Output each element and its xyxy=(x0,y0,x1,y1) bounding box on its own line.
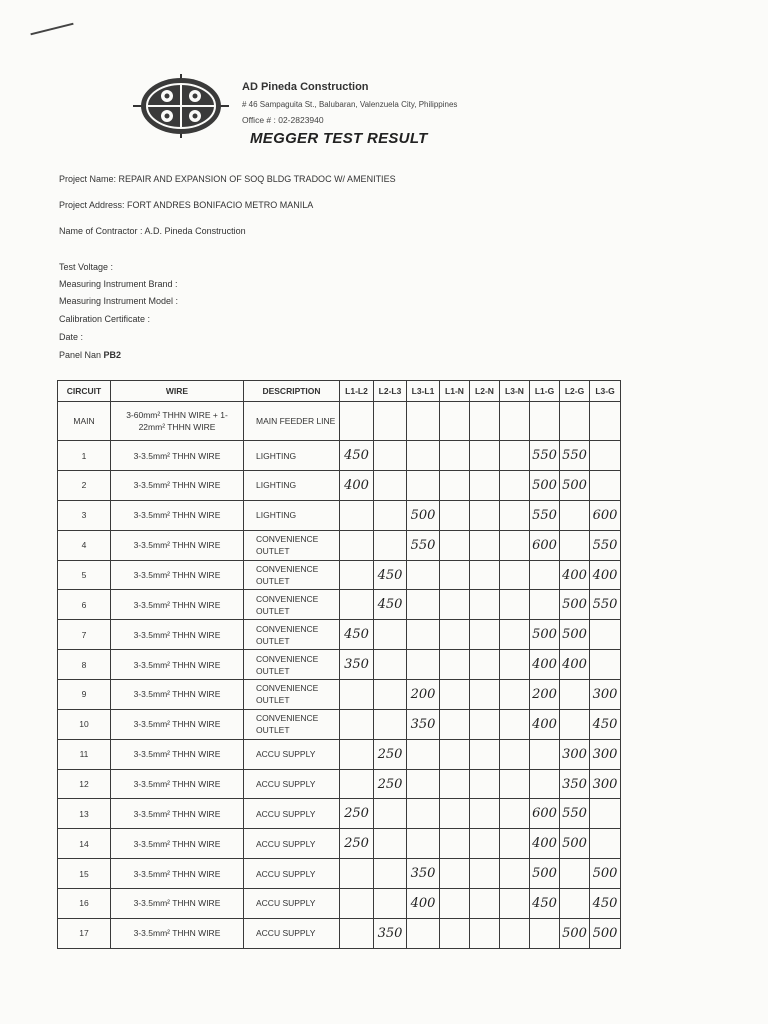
reading-cell xyxy=(500,650,530,680)
reading-cell: 450 xyxy=(374,560,407,590)
reading-cell xyxy=(340,769,374,799)
reading-cell: 450 xyxy=(340,620,374,650)
instrument-brand-field: Measuring Instrument Brand : xyxy=(59,279,178,289)
circuit-cell: 6 xyxy=(58,590,111,620)
reading-cell xyxy=(470,889,500,919)
pen-mark xyxy=(30,23,73,36)
reading-cell xyxy=(470,500,500,530)
reading-cell xyxy=(470,709,500,739)
reading-cell xyxy=(374,441,407,471)
reading-cell xyxy=(374,680,407,710)
description-cell: ACCU SUPPLY xyxy=(244,769,340,799)
reading-cell xyxy=(440,680,470,710)
reading-cell xyxy=(340,709,374,739)
reading-cell: 450 xyxy=(340,441,374,471)
reading-cell xyxy=(470,769,500,799)
reading-cell: 500 xyxy=(590,859,621,889)
reading-cell xyxy=(590,650,621,680)
reading-cell xyxy=(374,471,407,501)
reading-cell xyxy=(500,530,530,560)
reading-cell: 500 xyxy=(560,620,590,650)
reading-cell: 200 xyxy=(530,680,560,710)
reading-cell xyxy=(407,739,440,769)
reading-cell xyxy=(500,739,530,769)
reading-cell xyxy=(470,829,500,859)
reading-cell xyxy=(440,739,470,769)
table-row xyxy=(58,859,621,889)
table-row xyxy=(58,650,621,680)
reading-cell xyxy=(500,709,530,739)
reading-cell: 500 xyxy=(560,590,590,620)
reading-cell xyxy=(407,560,440,590)
reading-cell xyxy=(340,530,374,560)
reading-cell: 450 xyxy=(590,889,621,919)
description-cell: ACCU SUPPLY xyxy=(244,918,340,948)
table-row xyxy=(58,680,621,710)
reading-cell xyxy=(340,402,374,441)
reading-cell: 550 xyxy=(590,530,621,560)
date-field: Date : xyxy=(59,332,84,342)
reading-cell xyxy=(470,441,500,471)
description-cell: MAIN FEEDER LINE xyxy=(244,402,340,441)
company-logo xyxy=(133,74,229,138)
wire-cell: 3-3.5mm² THHN WIRE xyxy=(111,471,244,501)
reading-cell xyxy=(470,859,500,889)
circuit-cell: 14 xyxy=(58,829,111,859)
description-cell: ACCU SUPPLY xyxy=(244,799,340,829)
description-cell: ACCU SUPPLY xyxy=(244,829,340,859)
wire-cell: 3-3.5mm² THHN WIRE xyxy=(111,799,244,829)
reading-cell xyxy=(560,859,590,889)
panel-value: PB2 xyxy=(103,350,122,360)
reading-cell xyxy=(500,889,530,919)
reading-cell xyxy=(500,859,530,889)
reading-cell xyxy=(560,402,590,441)
reading-cell: 500 xyxy=(407,500,440,530)
reading-cell xyxy=(440,530,470,560)
reading-cell: 500 xyxy=(590,918,621,948)
reading-cell xyxy=(470,650,500,680)
reading-cell: 250 xyxy=(340,829,374,859)
reading-cell xyxy=(470,560,500,590)
reading-cell: 300 xyxy=(590,769,621,799)
company-name: AD Pineda Construction xyxy=(242,81,369,93)
description-cell: LIGHTING xyxy=(244,500,340,530)
circuit-cell: 3 xyxy=(58,500,111,530)
reading-cell xyxy=(530,560,560,590)
reading-cell: 350 xyxy=(407,859,440,889)
reading-cell xyxy=(530,739,560,769)
reading-cell xyxy=(440,402,470,441)
table-row xyxy=(58,739,621,769)
circuit-cell: 13 xyxy=(58,799,111,829)
document-title: MEGGER TEST RESULT xyxy=(250,130,428,147)
reading-cell xyxy=(470,590,500,620)
company-address: # 46 Sampaguita St., Balubaran, Valenzuela City, Philippines xyxy=(242,100,458,109)
reading-cell xyxy=(500,500,530,530)
wire-cell: 3-3.5mm² THHN WIRE xyxy=(111,500,244,530)
column-header: WIRE xyxy=(111,381,244,402)
reading-cell: 600 xyxy=(530,799,560,829)
description-cell: ACCU SUPPLY xyxy=(244,889,340,919)
panel-field xyxy=(59,350,121,360)
reading-cell xyxy=(340,889,374,919)
reading-cell xyxy=(590,799,621,829)
reading-cell xyxy=(470,918,500,948)
reading-cell xyxy=(470,739,500,769)
reading-cell xyxy=(500,471,530,501)
table-row xyxy=(58,889,621,919)
reading-cell xyxy=(440,889,470,919)
circuit-cell: 15 xyxy=(58,859,111,889)
wire-cell: 3-3.5mm² THHN WIRE xyxy=(111,530,244,560)
description-cell: CONVENIENCE OUTLET xyxy=(244,590,340,620)
reading-cell: 450 xyxy=(590,709,621,739)
reading-cell xyxy=(374,402,407,441)
reading-cell: 250 xyxy=(374,739,407,769)
circuit-cell: 12 xyxy=(58,769,111,799)
wire-cell: 3-3.5mm² THHN WIRE xyxy=(111,918,244,948)
reading-cell xyxy=(560,500,590,530)
column-header: DESCRIPTION xyxy=(244,381,340,402)
reading-cell: 550 xyxy=(530,500,560,530)
panel-label: Panel Nan xyxy=(59,350,102,360)
reading-cell xyxy=(407,402,440,441)
reading-cell xyxy=(407,829,440,859)
column-header: L1-L2 xyxy=(340,381,374,402)
table-row xyxy=(58,441,621,471)
table-row xyxy=(58,471,621,501)
reading-cell xyxy=(440,441,470,471)
reading-cell: 600 xyxy=(530,530,560,560)
column-header: L1-G xyxy=(530,381,560,402)
reading-cell xyxy=(440,709,470,739)
reading-cell xyxy=(590,402,621,441)
reading-cell xyxy=(500,769,530,799)
reading-cell xyxy=(374,620,407,650)
reading-cell xyxy=(470,620,500,650)
reading-cell: 600 xyxy=(590,500,621,530)
reading-cell xyxy=(440,500,470,530)
column-header: L2-L3 xyxy=(374,381,407,402)
reading-cell xyxy=(407,471,440,501)
reading-cell xyxy=(560,530,590,560)
reading-cell xyxy=(440,471,470,501)
reading-cell xyxy=(407,799,440,829)
reading-cell: 550 xyxy=(590,590,621,620)
reading-cell: 250 xyxy=(340,799,374,829)
circuit-cell: 2 xyxy=(58,471,111,501)
column-header: L2-N xyxy=(470,381,500,402)
reading-cell: 500 xyxy=(560,471,590,501)
reading-cell: 350 xyxy=(340,650,374,680)
circuit-cell: 5 xyxy=(58,560,111,590)
reading-cell: 500 xyxy=(530,859,560,889)
reading-cell: 200 xyxy=(407,680,440,710)
table-row xyxy=(58,918,621,948)
wire-cell: 3-3.5mm² THHN WIRE xyxy=(111,889,244,919)
reading-cell xyxy=(500,829,530,859)
reading-cell xyxy=(340,739,374,769)
reading-cell xyxy=(374,709,407,739)
reading-cell xyxy=(440,620,470,650)
reading-cell xyxy=(560,889,590,919)
table-header-row xyxy=(58,381,621,402)
circuit-cell: 16 xyxy=(58,889,111,919)
description-cell: CONVENIENCE OUTLET xyxy=(244,620,340,650)
reading-cell xyxy=(500,590,530,620)
project-address: Project Address: FORT ANDRES BONIFACIO METRO MANILA xyxy=(59,200,314,210)
circuit-cell: 10 xyxy=(58,709,111,739)
reading-cell xyxy=(530,590,560,620)
reading-cell xyxy=(470,530,500,560)
column-header: CIRCUIT xyxy=(58,381,111,402)
reading-cell xyxy=(440,799,470,829)
reading-cell xyxy=(340,590,374,620)
reading-cell: 400 xyxy=(590,560,621,590)
table-row xyxy=(58,590,621,620)
wire-cell: 3-3.5mm² THHN WIRE xyxy=(111,829,244,859)
reading-cell xyxy=(374,829,407,859)
reading-cell xyxy=(440,650,470,680)
calibration-field: Calibration Certificate : xyxy=(59,314,151,324)
reading-cell: 350 xyxy=(407,709,440,739)
reading-cell: 400 xyxy=(530,709,560,739)
column-header: L2-G xyxy=(560,381,590,402)
reading-cell: 550 xyxy=(530,441,560,471)
reading-cell xyxy=(407,590,440,620)
reading-cell xyxy=(470,471,500,501)
reading-cell xyxy=(530,918,560,948)
reading-cell xyxy=(374,799,407,829)
column-header: L3-N xyxy=(500,381,530,402)
reading-cell xyxy=(470,799,500,829)
reading-cell xyxy=(374,650,407,680)
reading-cell xyxy=(440,859,470,889)
circuit-cell: 1 xyxy=(58,441,111,471)
reading-cell: 400 xyxy=(530,650,560,680)
wire-cell: 3-3.5mm² THHN WIRE xyxy=(111,620,244,650)
reading-cell xyxy=(440,829,470,859)
reading-cell xyxy=(440,560,470,590)
reading-cell xyxy=(470,680,500,710)
table-row xyxy=(58,402,621,441)
reading-cell xyxy=(500,620,530,650)
reading-cell xyxy=(340,918,374,948)
reading-cell xyxy=(530,402,560,441)
reading-cell xyxy=(590,620,621,650)
table-row xyxy=(58,620,621,650)
reading-cell: 350 xyxy=(374,918,407,948)
reading-cell: 300 xyxy=(590,680,621,710)
reading-cell xyxy=(340,500,374,530)
table-row xyxy=(58,530,621,560)
reading-cell xyxy=(374,859,407,889)
reading-cell xyxy=(374,889,407,919)
reading-cell xyxy=(340,560,374,590)
reading-cell: 400 xyxy=(340,471,374,501)
reading-cell xyxy=(500,560,530,590)
wire-cell: 3-3.5mm² THHN WIRE xyxy=(111,441,244,471)
circuit-cell: MAIN xyxy=(58,402,111,441)
circuit-cell: 17 xyxy=(58,918,111,948)
description-cell: CONVENIENCE OUTLET xyxy=(244,709,340,739)
wire-cell: 3-3.5mm² THHN WIRE xyxy=(111,859,244,889)
reading-cell: 300 xyxy=(590,739,621,769)
wire-cell: 3-3.5mm² THHN WIRE xyxy=(111,769,244,799)
description-cell: CONVENIENCE OUTLET xyxy=(244,530,340,560)
reading-cell: 450 xyxy=(530,889,560,919)
reading-cell xyxy=(560,709,590,739)
reading-cell xyxy=(590,829,621,859)
office-number: Office # : 02-2823940 xyxy=(242,115,324,125)
contractor-name: Name of Contractor : A.D. Pineda Construction xyxy=(59,226,246,236)
reading-cell xyxy=(530,769,560,799)
reading-cell: 500 xyxy=(530,620,560,650)
reading-cell xyxy=(470,402,500,441)
column-header: L3-L1 xyxy=(407,381,440,402)
wire-cell: 3-3.5mm² THHN WIRE xyxy=(111,680,244,710)
reading-cell xyxy=(340,859,374,889)
table-row xyxy=(58,769,621,799)
description-cell: CONVENIENCE OUTLET xyxy=(244,560,340,590)
table-row xyxy=(58,560,621,590)
reading-cell xyxy=(590,471,621,501)
test-voltage-field: Test Voltage : xyxy=(59,262,114,272)
reading-cell xyxy=(340,680,374,710)
description-cell: CONVENIENCE OUTLET xyxy=(244,650,340,680)
reading-cell xyxy=(440,918,470,948)
reading-cell xyxy=(500,402,530,441)
reading-cell xyxy=(407,650,440,680)
table-row xyxy=(58,799,621,829)
instrument-model-field: Measuring Instrument Model : xyxy=(59,296,179,306)
reading-cell: 500 xyxy=(530,471,560,501)
reading-cell: 400 xyxy=(560,560,590,590)
reading-cell xyxy=(590,441,621,471)
reading-cell xyxy=(407,441,440,471)
column-header: L3-G xyxy=(590,381,621,402)
reading-cell: 400 xyxy=(560,650,590,680)
circuit-cell: 4 xyxy=(58,530,111,560)
reading-cell xyxy=(500,799,530,829)
description-cell: CONVENIENCE OUTLET xyxy=(244,680,340,710)
reading-cell xyxy=(407,918,440,948)
project-name: Project Name: REPAIR AND EXPANSION OF SOQ BLDG TRADOC W/ AMENITIES xyxy=(59,174,396,184)
reading-cell: 550 xyxy=(560,799,590,829)
reading-cell xyxy=(374,500,407,530)
reading-cell xyxy=(500,441,530,471)
reading-cell: 350 xyxy=(560,769,590,799)
reading-cell: 550 xyxy=(407,530,440,560)
table-row xyxy=(58,709,621,739)
reading-cell xyxy=(407,769,440,799)
wire-cell: 3-3.5mm² THHN WIRE xyxy=(111,560,244,590)
wire-cell: 3-3.5mm² THHN WIRE xyxy=(111,650,244,680)
reading-cell: 550 xyxy=(560,441,590,471)
wire-cell: 3-3.5mm² THHN WIRE xyxy=(111,739,244,769)
reading-cell: 300 xyxy=(560,739,590,769)
table-row xyxy=(58,829,621,859)
wire-cell: 3-3.5mm² THHN WIRE xyxy=(111,590,244,620)
description-cell: LIGHTING xyxy=(244,441,340,471)
column-header: L1-N xyxy=(440,381,470,402)
reading-cell: 500 xyxy=(560,918,590,948)
description-cell: ACCU SUPPLY xyxy=(244,739,340,769)
circuit-cell: 11 xyxy=(58,739,111,769)
description-cell: ACCU SUPPLY xyxy=(244,859,340,889)
table-row xyxy=(58,500,621,530)
reading-cell xyxy=(374,530,407,560)
circuit-cell: 7 xyxy=(58,620,111,650)
reading-cell xyxy=(500,918,530,948)
megger-table xyxy=(57,380,621,949)
reading-cell xyxy=(440,590,470,620)
reading-cell: 400 xyxy=(407,889,440,919)
reading-cell: 450 xyxy=(374,590,407,620)
wire-cell: 3-3.5mm² THHN WIRE xyxy=(111,709,244,739)
circuit-cell: 9 xyxy=(58,680,111,710)
reading-cell xyxy=(560,680,590,710)
reading-cell xyxy=(407,620,440,650)
reading-cell: 400 xyxy=(530,829,560,859)
reading-cell: 500 xyxy=(560,829,590,859)
reading-cell: 250 xyxy=(374,769,407,799)
reading-cell xyxy=(500,680,530,710)
reading-cell xyxy=(440,769,470,799)
description-cell: LIGHTING xyxy=(244,471,340,501)
wire-cell: 3-60mm² THHN WIRE + 1-22mm² THHN WIRE xyxy=(111,402,244,441)
circuit-cell: 8 xyxy=(58,650,111,680)
